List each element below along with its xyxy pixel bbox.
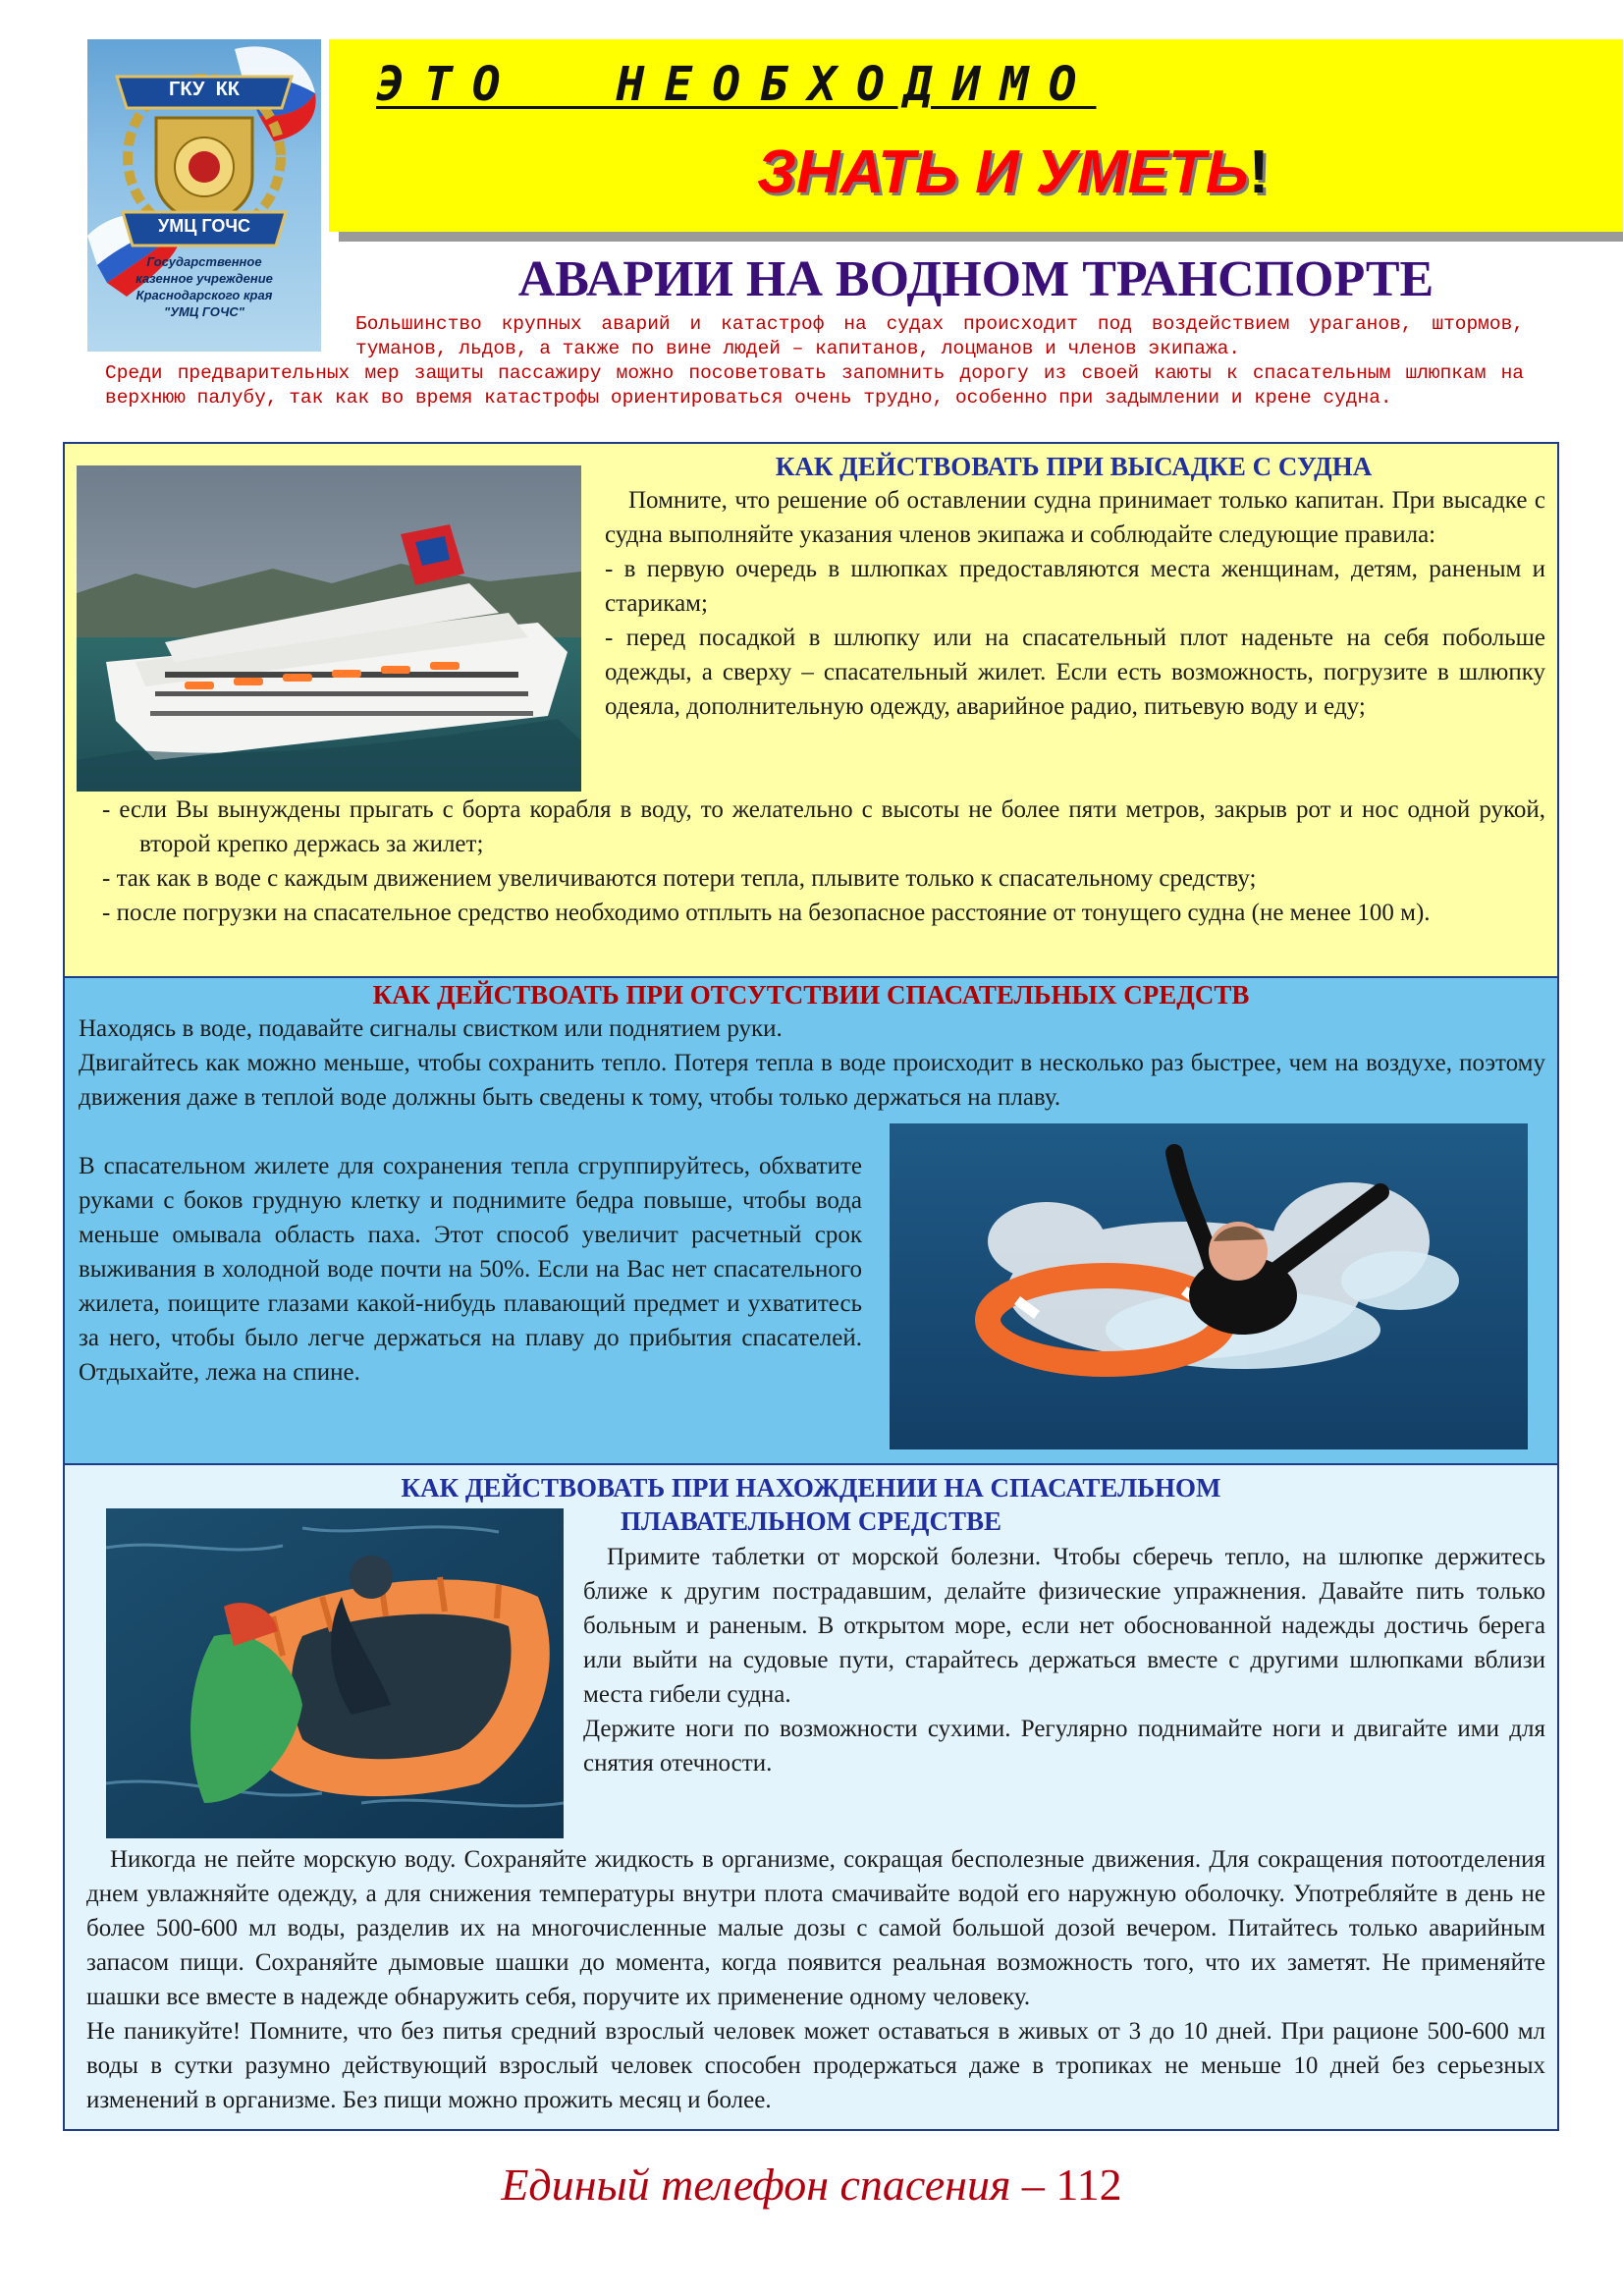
section-3-paragraph: Примите таблетки от морской болезни. Чтобы сберечь тепло, на шлюпке держитесь ближе к другим пострадавшим, делайте физические упражнения. Давайте пить только больным и раненым. В открытом море, если нет обоснованной надежды достичь берега или выйти на судовые пути, старайтесь держаться вместе с другими шлюпками вблизи места гибели судна. <box>583 1544 1545 1708</box>
section-1-title: КАК ДЕЙСТВОВАТЬ ПРИ ВЫСАДКЕ С СУДНА <box>775 452 1373 481</box>
life-raft-photo <box>106 1508 564 1838</box>
section-on-life-raft <box>63 1463 1559 2131</box>
section-3-paragraph: Не паникуйте! Помните, что без питья средний взрослый человек может оставаться в живых от 3 до 10 дней. При рационе 500-600 мл воды в сутки разумно действующий взрослый человек способен продержаться даже в тропиках не меньше 10 дней без серьезных изменений в организме. Без пищи можно прожить месяц и более. <box>86 2018 1545 2113</box>
section-3-full-text <box>86 1842 1545 2117</box>
section-2-side-text: В спасательном жилете для сохранения тепла сгруппируйтесь, обхватите руками с боков грудную клетку и поднимите бедра повыше, чтобы вода меньше омывала область паха. Этот способ увеличит расчетный срок выживания в холодной воде почти на 50%. Если на Вас нет спасательного жилета, поищите глазами какой-нибудь плавающий предмет и ухватитесь за него, чтобы было легче держаться на плаву до прибытия спасателей. Отдыхайте, лежа на спине. <box>79 1153 862 1386</box>
footer-dash: – <box>1010 2159 1056 2210</box>
banner-line-2 <box>757 137 1269 207</box>
section-no-rescue-equipment <box>63 976 1559 1465</box>
section-3-title: КАК ДЕЙСТВОВАТЬ ПРИ НАХОЖДЕНИИ НА СПАСАТЕЛЬНОМ ПЛАВАТЕЛЬНОМ СРЕДСТВЕ <box>401 1473 1221 1536</box>
banner-line-1: ЭТО НЕОБХОДИМО <box>376 57 1097 112</box>
section-1-paragraph: - если Вы вынуждены прыгать с борта корабля в воду, то желательно с высоты не более пяти метров, закрыв рот и нос одной рукой, второй крепко держась за жилет; <box>102 796 1545 857</box>
logo-caption-line: "УМЦ ГОЧС" <box>164 304 244 319</box>
section-1-paragraph: - после погрузки на спасательное средство необходимо отплыть на безопасное расстояние от тонущего судна (не менее 100 м). <box>102 900 1431 926</box>
logo-top-text: ГКУ КК <box>168 79 240 100</box>
cruise-ship-photo <box>77 465 581 792</box>
emergency-phone-footer <box>0 2159 1623 2211</box>
section-1-paragraph: - в первую очередь в шлюпках предоставляются места женщинам, детям, раненым и старикам; <box>605 556 1545 617</box>
logo-bottom-text: УМЦ ГОЧС <box>158 216 250 236</box>
logo-caption-line: Краснодарского края <box>135 288 273 302</box>
section-1-paragraph: - так как в воде с каждым движением увеличиваются потери тепла, плывите только к спасательному средству; <box>102 865 1257 892</box>
section-3-paragraph: Держите ноги по возможности сухими. Регулярно поднимайте ноги и двигайте ими для снятия отечности. <box>583 1716 1545 1777</box>
section-2-paragraph: Двигайтесь как можно меньше, чтобы сохранить тепло. Потеря тепла в воде происходит в несколько раз быстрее, чем на воздухе, поэтому движения даже в теплой воде должны быть сведены к тому, чтобы только держаться на плаву. <box>79 1050 1545 1111</box>
logo-caption <box>91 253 317 320</box>
intro-paragraph-2: Среди предварительных мер защиты пассажиру можно посоветовать запомнить дорогу из своей каюты к спасательным шлюпкам на верхнюю палубу, так как во время катастрофы ориентироваться очень трудно, особенно при задымлении и крене судна. <box>105 362 1524 409</box>
section-1-side-text <box>605 483 1545 724</box>
emergency-phone-number[interactable]: 112 <box>1055 2159 1122 2210</box>
section-1-full-text <box>102 793 1545 930</box>
logo-caption-line: Государственное <box>146 254 262 269</box>
organization-logo <box>87 39 321 352</box>
page-title: АВАРИИ НА ВОДНОМ ТРАНСПОРТЕ <box>517 251 1434 307</box>
section-disembarking <box>63 442 1559 978</box>
intro-paragraph-1: Большинство крупных аварий и катастроф на судах происходит под воздействием ураганов, штормов, туманов, льдов, а также по вине людей – капитанов, лоцманов и членов экипажа. <box>355 313 1524 359</box>
banner-exclamation: ! <box>1248 138 1270 206</box>
banner-line-2-text: ЗНАТЬ И УМЕТЬ <box>757 138 1249 206</box>
swimmer-lifebuoy-photo <box>890 1123 1528 1449</box>
section-1-paragraph: Помните, что решение об оставлении судна принимает только капитан. При высадке с судна выполняйте указания членов экипажа и соблюдайте следующие правила: <box>605 487 1545 548</box>
section-2-title: КАК ДЕЙСТВОАТЬ ПРИ ОТСУТСТВИИ СПАСАТЕЛЬНЫХ СРЕДСТВ <box>372 980 1250 1010</box>
section-2-paragraph: Находясь в воде, подавайте сигналы свистком или поднятием руки. <box>79 1015 783 1042</box>
section-2-full-text <box>79 1011 1545 1115</box>
section-1-paragraph: - перед посадкой в шлюпку или на спасательный плот наденьте на себя побольше одежды, а сверху – спасательный жилет. Если есть возможность, погрузите в шлюпку одеяла, дополнительную одежду, аварийное радио, питьевую воду и еду; <box>605 625 1545 720</box>
header-banner <box>329 39 1623 232</box>
logo-caption-line: казенное учреждение <box>135 271 273 286</box>
footer-text: Единый телефон спасения <box>501 2159 1011 2210</box>
section-3-paragraph: Никогда не пейте морскую воду. Сохраняйте жидкость в организме, сокращая бесполезные движения. Для сокращения потоотделения днем увлажняйте одежду, а для снижения температуры внутри плота смачивайте водой его наружную оболочку. Употребляйте в день не более 500-600 мл воды, разделив их на многочисленные малые дозы с самой большой дозой вечером. Питайтесь только аварийным запасом пищи. Сохраняйте дымовые шашки до момента, когда появится реальная возможность того, что их заметят. Не применяйте шашки все вместе в надежде обнаружить себя, поручите их применение одному человеку. <box>86 1846 1545 2010</box>
section-3-side-text <box>583 1540 1545 1780</box>
